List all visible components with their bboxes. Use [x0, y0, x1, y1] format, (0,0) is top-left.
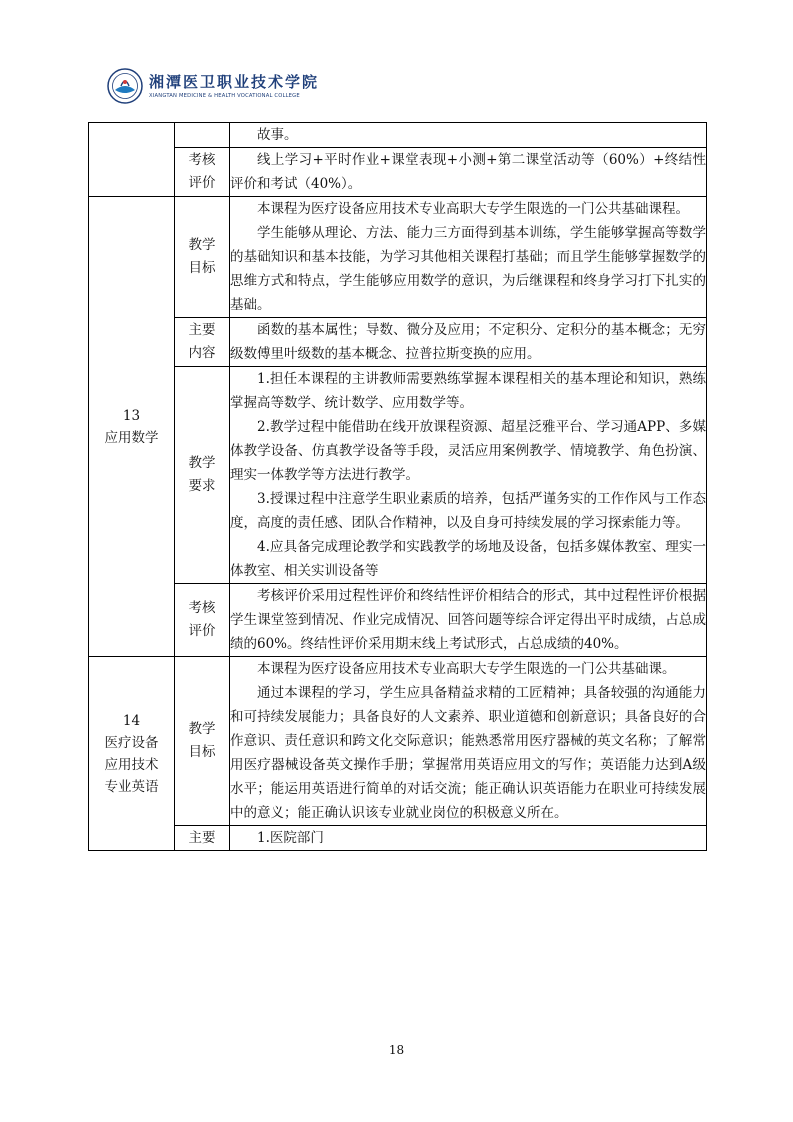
goal-text: 学生能够从理论、方法、能力三方面得到基本训练，学生能够掌握高等数学的基础知识和基本技能，为学习其他相关课程打基础；而且学生能够掌握数学的思维方式和特点，学生能够应用数学的意识，为后继课程和终身学习打下扎实的基础。 [230, 225, 706, 313]
content-cell [230, 123, 707, 148]
table-row [89, 123, 707, 148]
row-label-assess [175, 148, 230, 197]
assess-text: 考核评价采用过程性评价和终结性评价相结合的形式，其中过程性评价根据学生课堂签到情况、作业完成情况、回答问题等综合评定得出平时成绩，占总成绩的60%。终结性评价采用期末线上考试形式，占总成绩的40%。 [230, 588, 706, 652]
table-row [89, 197, 707, 318]
table-row [89, 657, 707, 826]
goal-text: 通过本课程的学习，学生应具备精益求精的工匠精神；具备较强的沟通能力和可持续发展能力；具备良好的人文素养、职业道德和创新意识；具备良好的合作意识、责任意识和跨文化交际意识；能熟悉常用医疗器械的英文名称；了解常用医疗器械设备英文操作手册；掌握常用英语应用文的写作；英语能力达到A级水平；能运用英语进行简单的对话交流；能正确认识英语能力在职业可持续发展中的意义；能正确认识该专业就业岗位的积极意义所在。 [230, 685, 706, 821]
req-text: 1.担任本课程的主讲教师需要熟练掌握本课程相关的基本理论和知识，熟练掌握高等数学、统计数学、应用数学等。 [230, 371, 706, 411]
content-cell [230, 318, 707, 367]
course-name: 应用数学 [104, 429, 159, 446]
content-text: 函数的基本属性；导数、微分及应用；不定积分、定积分的基本概念；无穷级数傅里叶级数的基本概念、拉普拉斯变换的应用。 [230, 322, 706, 362]
assess-label: 考核评价 [188, 152, 216, 191]
goal-label: 教学目标 [188, 721, 216, 760]
school-name: 湘潭医卫职业技术学院 [149, 73, 320, 91]
page-number: 18 [388, 1043, 405, 1057]
assess-text: 线上学习+平时作业+课堂表现+小测+第二课堂活动等（60%）+终结性评价和考试（40%）。 [230, 152, 706, 192]
row-label-goal [175, 657, 230, 826]
table-row [89, 826, 707, 851]
page-header [107, 68, 407, 108]
content-cell [230, 584, 707, 657]
course-14-cell [89, 657, 175, 851]
row-label-content [175, 318, 230, 367]
content-text: 1.医院部门 [257, 830, 324, 846]
content-cell [230, 826, 707, 851]
course-number: 13 [122, 407, 141, 424]
goal-label: 教学目标 [188, 237, 216, 276]
table-row [89, 318, 707, 367]
content-cell [230, 197, 707, 318]
req-text: 3.授课过程中注意学生职业素质的培养，包括严谨务实的工作作风与工作态度，高度的责任感、团队合作精神，以及自身可持续发展的学习探索能力等。 [230, 491, 706, 531]
content-cell [230, 148, 707, 197]
req-label: 教学要求 [188, 455, 216, 494]
content-label: 主要 [188, 829, 216, 846]
college-seal-icon [107, 68, 143, 104]
req-text: 4.应具备完成理论教学和实践教学的场地及设备，包括多媒体教室、理实一体教室、相关实训设备等 [230, 539, 706, 579]
row-label-empty [175, 123, 230, 148]
content-label: 主要内容 [188, 322, 216, 361]
table-row [89, 584, 707, 657]
table-row [89, 148, 707, 197]
req-text: 2.教学过程中能借助在线开放课程资源、超星泛雅平台、学习通APP、多媒体教学设备、仿真教学设备等手段，灵活应用案例教学、情境教学、角色扮演、理实一体教学等方法进行教学。 [230, 419, 706, 483]
course-table [88, 122, 707, 851]
course-name: 医疗设备应用技术专业英语 [104, 734, 159, 795]
assess-label: 考核评价 [188, 600, 216, 639]
row-label-req [175, 367, 230, 584]
row-label-goal [175, 197, 230, 318]
prev-course-cell [89, 123, 175, 197]
story-text: 故事。 [257, 127, 298, 143]
row-label-assess [175, 584, 230, 657]
table-row [89, 367, 707, 584]
content-cell [230, 367, 707, 584]
course-13-cell [89, 197, 175, 657]
goal-text: 本课程为医疗设备应用技术专业高职大专学生限选的一门公共基础课。 [257, 661, 676, 677]
school-name-en: XIANGTAN MEDICINE & HEALTH VOCATIONAL COLLEGE [149, 93, 300, 99]
row-label-content [175, 826, 230, 851]
goal-text: 本课程为医疗设备应用技术专业高职大专学生限选的一门公共基础课程。 [257, 201, 689, 217]
content-cell [230, 657, 707, 826]
course-number: 14 [122, 712, 141, 729]
